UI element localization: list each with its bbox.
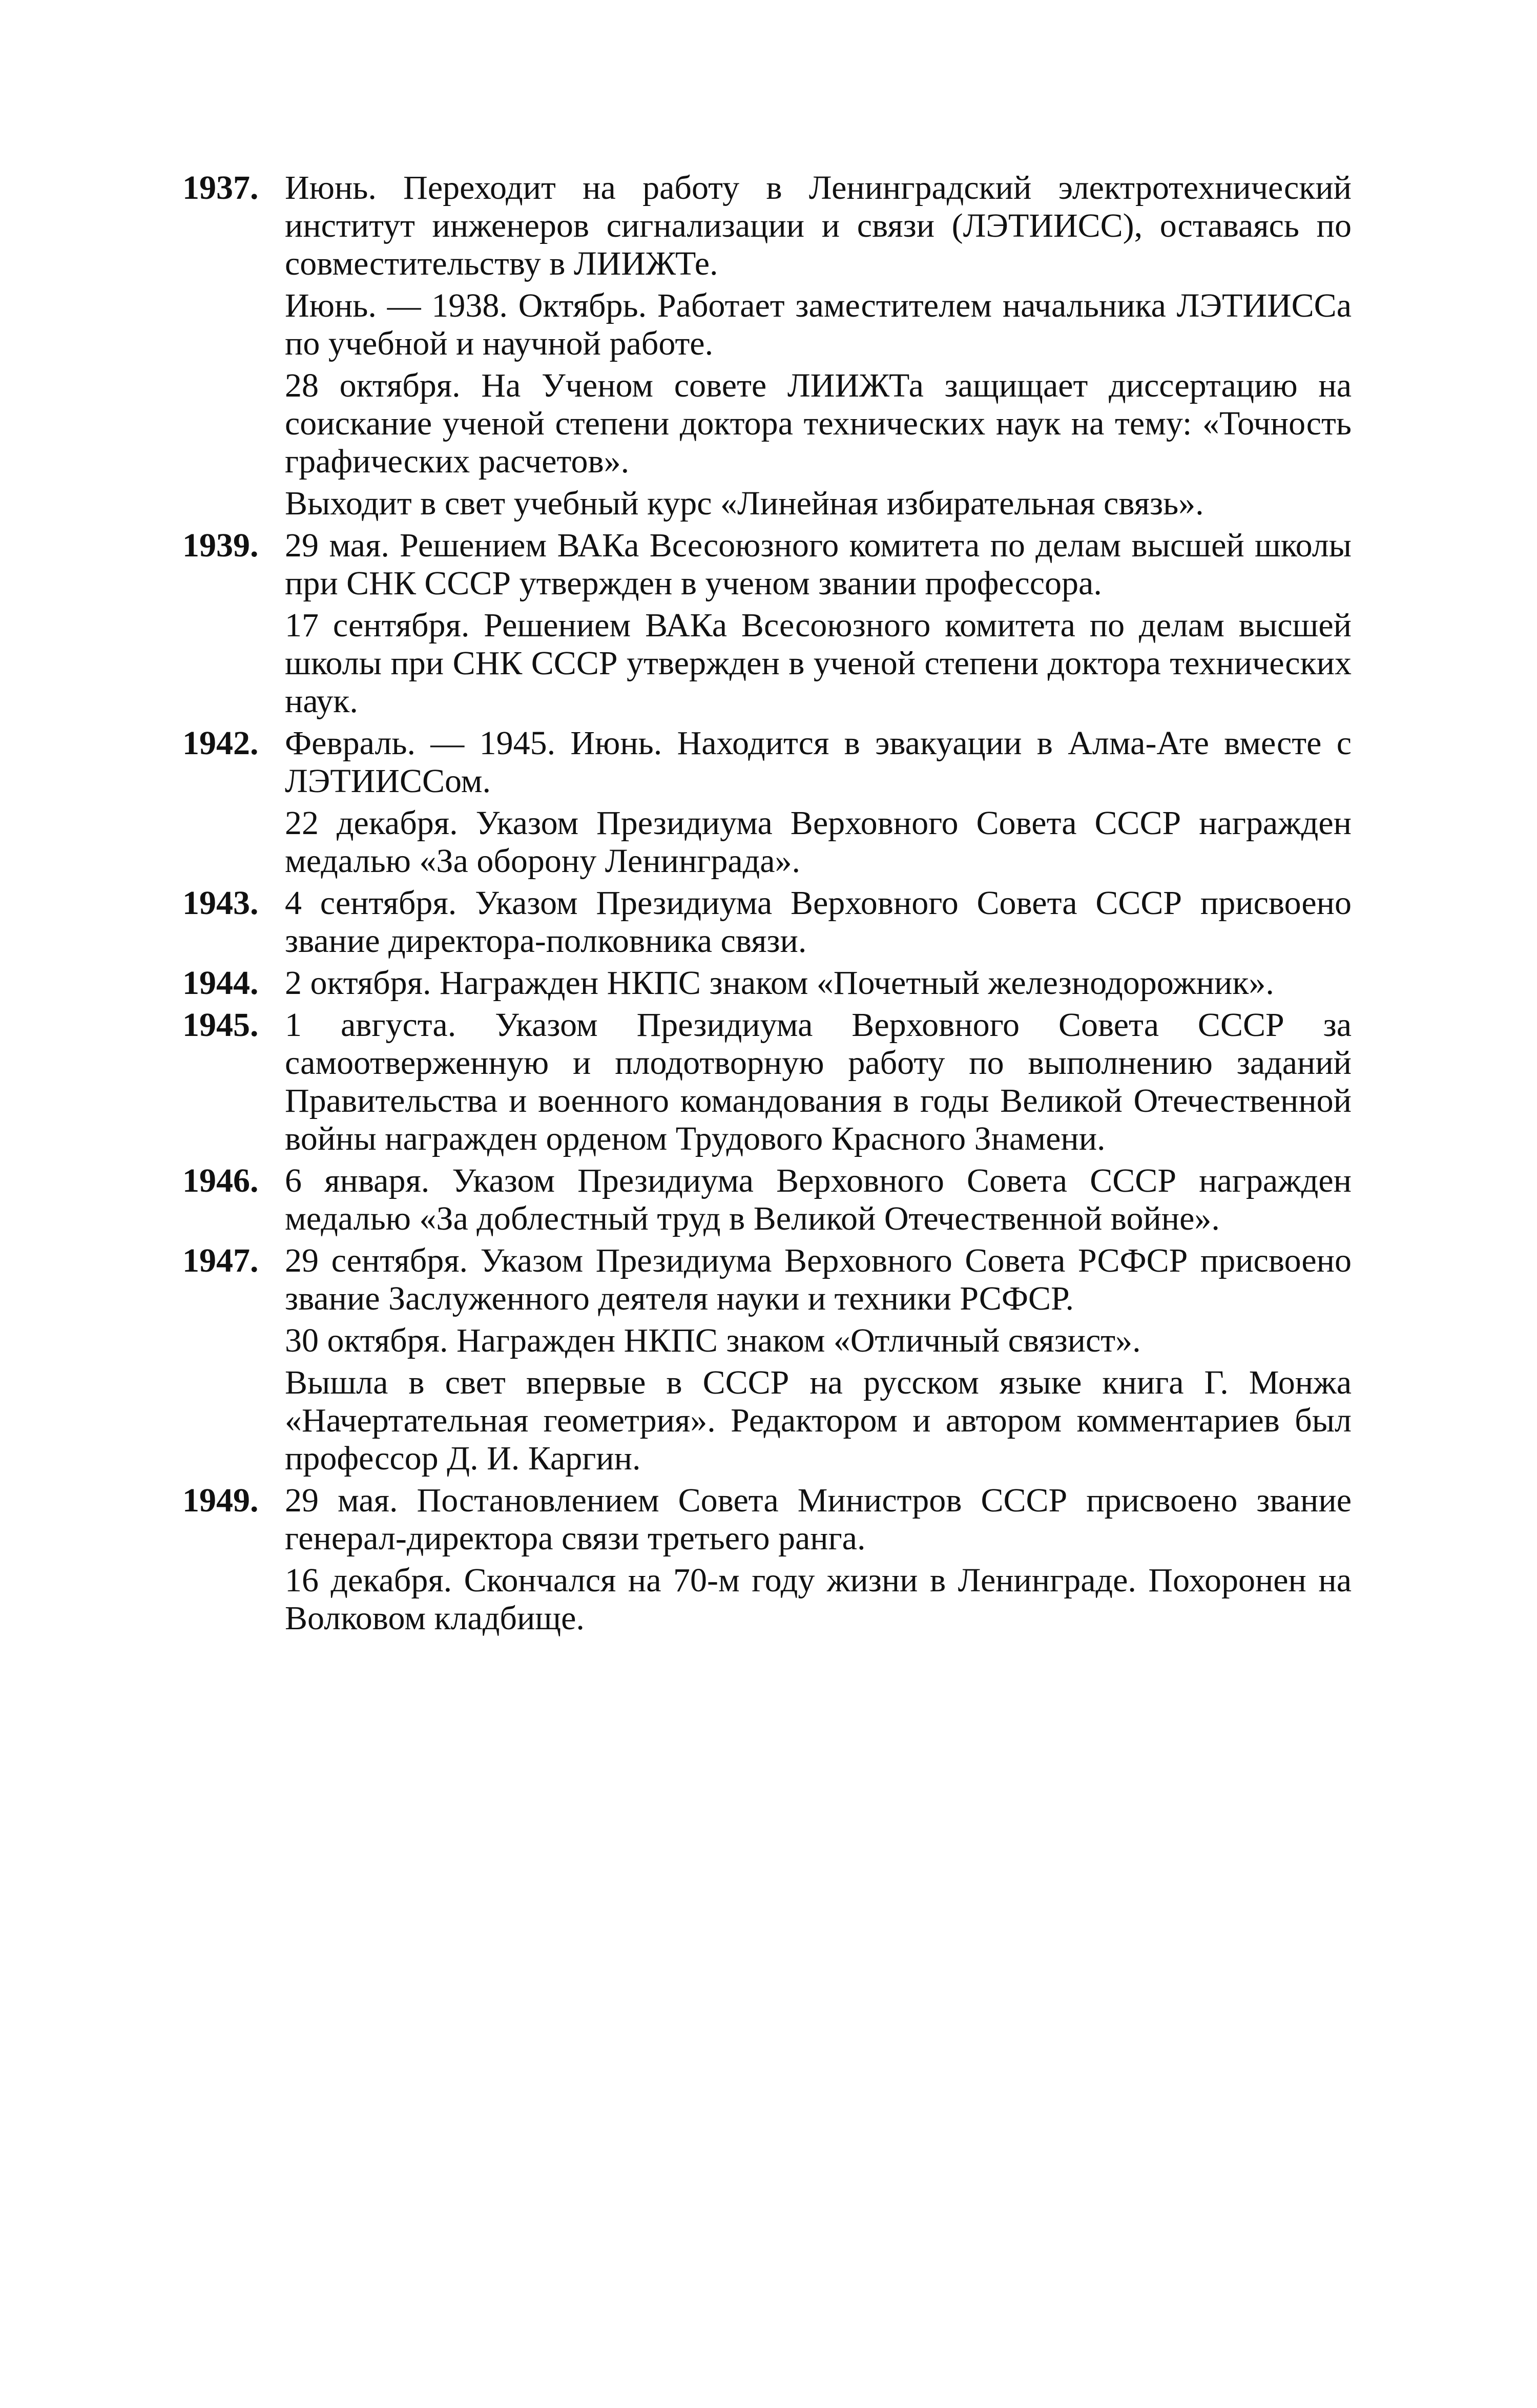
year-entry-1943 [182, 884, 1352, 960]
entry-paragraph: 4 сентября. Указом Президиума Верховного Совета СССР присвоено звание директора-полковника связи. [285, 884, 1352, 960]
year-entry-1937 [182, 169, 1352, 523]
entry-paragraph: 29 мая. Решением ВАКа Всесоюзного комитета по делам высшей школы при СНК СССР утвержден в ученом звании профессора. [285, 527, 1352, 602]
year-label: 1946. [182, 1162, 259, 1199]
year-entry-1944 [182, 964, 1352, 1002]
entry-paragraph: 6 января. Указом Президиума Верховного Совета СССР награжден медалью «За доблестный труд в Великой Отечественной войне». [285, 1162, 1352, 1237]
year-entry-1939 [182, 527, 1352, 720]
year-label: 1943. [182, 884, 259, 922]
year-label: 1937. [182, 169, 259, 206]
chronology-list [182, 169, 1352, 1642]
entry-paragraph: 17 сентября. Решением ВАКа Всесоюзного комитета по делам высшей школы при СНК СССР утвержден в ученой степени доктора технических наук. [285, 607, 1352, 720]
entry-paragraph: 29 сентября. Указом Президиума Верховного Совета РСФСР присвоено звание Заслуженного деятеля науки и техники РСФСР. [285, 1242, 1352, 1317]
entry-paragraph: 2 октября. Награжден НКПС знаком «Почетный железнодорожник». [285, 964, 1274, 1002]
year-entry-1946 [182, 1162, 1352, 1238]
entry-paragraph: 1 августа. Указом Президиума Верховного Совета СССР за самоотверженную и плодотворную работу по выполнению заданий Правительства и военного командования в годы Великой Отечественной войны награжден орденом Трудового Красного Знамени. [285, 1006, 1352, 1157]
entry-paragraph: 30 октября. Награжден НКПС знаком «Отличный связист». [285, 1322, 1141, 1359]
entry-paragraph: 29 мая. Постановлением Совета Министров СССР присвоено звание генерал-директора связи третьего ранга. [285, 1482, 1352, 1557]
year-label: 1945. [182, 1006, 259, 1044]
year-label: 1944. [182, 964, 259, 1002]
year-label: 1942. [182, 724, 259, 762]
year-label: 1947. [182, 1242, 259, 1279]
entry-paragraph: 22 декабря. Указом Президиума Верховного Совета СССР награжден медалью «За оборону Ленинграда». [285, 804, 1352, 880]
year-entry-1945 [182, 1006, 1352, 1158]
entry-paragraph: Вышла в свет впервые в СССР на русском языке книга Г. Монжа «Начертательная геометрия». Редактором и автором комментариев был профессор Д. И. Каргин. [285, 1364, 1352, 1477]
year-entry-1942 [182, 724, 1352, 880]
entry-paragraph: 28 октября. На Ученом совете ЛИИЖТа защищает диссертацию на соискание ученой степени доктора технических наук на тему: «Точность графических расчетов». [285, 367, 1352, 480]
year-entry-1947 [182, 1242, 1352, 1478]
year-entry-1949 [182, 1482, 1352, 1637]
entry-paragraph: Выходит в свет учебный курс «Линейная избирательная связь». [285, 485, 1204, 522]
year-label: 1949. [182, 1482, 259, 1519]
entry-paragraph: Июнь. Переходит на работу в Ленинградский электротехнический институт инженеров сигнализации и связи (ЛЭТИИСС), оставаясь по совместительству в ЛИИЖТе. [285, 169, 1352, 282]
entry-paragraph: Февраль. — 1945. Июнь. Находится в эвакуации в Алма-Ате вместе с ЛЭТИИССом. [285, 724, 1352, 800]
entry-paragraph: 16 декабря. Скончался на 70-м году жизни в Ленинграде. Похоронен на Волковом кладбище. [285, 1562, 1352, 1637]
entry-paragraph: Июнь. — 1938. Октябрь. Работает заместителем начальника ЛЭТИИССа по учебной и научной работе. [285, 287, 1352, 362]
year-label: 1939. [182, 527, 259, 564]
